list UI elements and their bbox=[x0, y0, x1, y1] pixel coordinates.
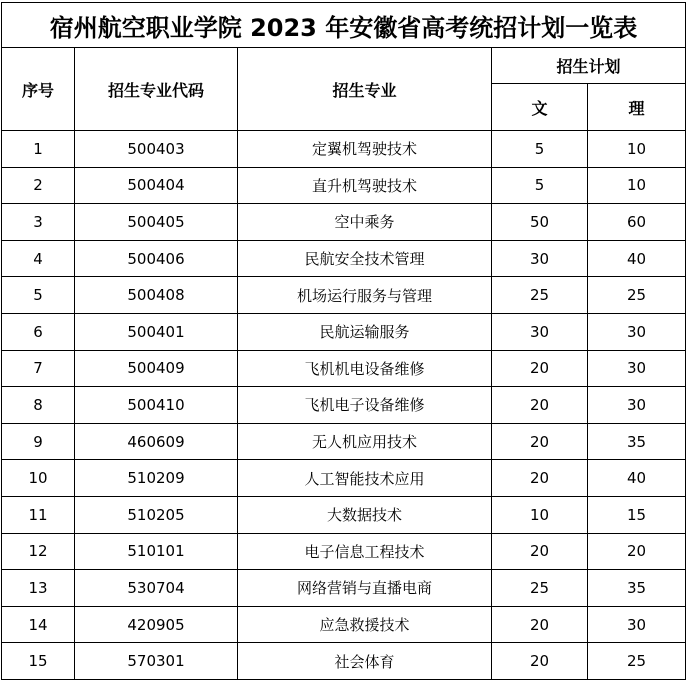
cell-code: 510205 bbox=[75, 496, 238, 533]
cell-index: 6 bbox=[2, 313, 75, 350]
cell-code: 510209 bbox=[75, 460, 238, 497]
cell-wen: 50 bbox=[492, 204, 588, 241]
cell-wen: 20 bbox=[492, 387, 588, 424]
cell-major: 飞机电子设备维修 bbox=[238, 387, 492, 424]
table-row bbox=[2, 643, 686, 680]
cell-li: 25 bbox=[588, 643, 686, 680]
cell-major: 空中乘务 bbox=[238, 204, 492, 241]
table-row bbox=[2, 570, 686, 607]
cell-code: 500406 bbox=[75, 240, 238, 277]
enrollment-plan-table bbox=[1, 2, 686, 680]
cell-li: 30 bbox=[588, 350, 686, 387]
cell-code: 500404 bbox=[75, 167, 238, 204]
cell-li: 60 bbox=[588, 204, 686, 241]
cell-code: 500409 bbox=[75, 350, 238, 387]
cell-li: 25 bbox=[588, 277, 686, 314]
header-index: 序号 bbox=[2, 48, 75, 131]
table-row bbox=[2, 460, 686, 497]
cell-code: 500410 bbox=[75, 387, 238, 424]
cell-wen: 20 bbox=[492, 423, 588, 460]
cell-li: 40 bbox=[588, 240, 686, 277]
table-row bbox=[2, 496, 686, 533]
cell-major: 无人机应用技术 bbox=[238, 423, 492, 460]
table-row bbox=[2, 131, 686, 168]
cell-wen: 30 bbox=[492, 240, 588, 277]
table-row bbox=[2, 350, 686, 387]
header-plan: 招生计划 bbox=[492, 48, 686, 84]
cell-index: 10 bbox=[2, 460, 75, 497]
cell-wen: 5 bbox=[492, 167, 588, 204]
cell-wen: 10 bbox=[492, 496, 588, 533]
cell-code: 420905 bbox=[75, 606, 238, 643]
cell-major: 民航运输服务 bbox=[238, 313, 492, 350]
table-row bbox=[2, 240, 686, 277]
cell-major: 电子信息工程技术 bbox=[238, 533, 492, 570]
header-li: 理 bbox=[588, 84, 686, 131]
cell-wen: 5 bbox=[492, 131, 588, 168]
cell-index: 4 bbox=[2, 240, 75, 277]
cell-li: 30 bbox=[588, 313, 686, 350]
cell-code: 500408 bbox=[75, 277, 238, 314]
cell-index: 8 bbox=[2, 387, 75, 424]
table-row bbox=[2, 606, 686, 643]
cell-wen: 30 bbox=[492, 313, 588, 350]
header-code: 招生专业代码 bbox=[75, 48, 238, 131]
cell-index: 11 bbox=[2, 496, 75, 533]
cell-index: 14 bbox=[2, 606, 75, 643]
cell-wen: 20 bbox=[492, 350, 588, 387]
cell-code: 530704 bbox=[75, 570, 238, 607]
cell-wen: 20 bbox=[492, 533, 588, 570]
cell-wen: 20 bbox=[492, 460, 588, 497]
cell-major: 飞机机电设备维修 bbox=[238, 350, 492, 387]
cell-code: 500403 bbox=[75, 131, 238, 168]
table-row bbox=[2, 313, 686, 350]
table-row bbox=[2, 167, 686, 204]
table-row bbox=[2, 277, 686, 314]
cell-li: 30 bbox=[588, 387, 686, 424]
cell-major: 直升机驾驶技术 bbox=[238, 167, 492, 204]
cell-major: 大数据技术 bbox=[238, 496, 492, 533]
cell-li: 10 bbox=[588, 167, 686, 204]
cell-major: 机场运行服务与管理 bbox=[238, 277, 492, 314]
cell-wen: 20 bbox=[492, 606, 588, 643]
table-title: 宿州航空职业学院 2023 年安徽省高考统招计划一览表 bbox=[2, 3, 686, 48]
header-wen: 文 bbox=[492, 84, 588, 131]
cell-code: 460609 bbox=[75, 423, 238, 460]
table-row bbox=[2, 204, 686, 241]
cell-li: 40 bbox=[588, 460, 686, 497]
table-row bbox=[2, 423, 686, 460]
cell-li: 30 bbox=[588, 606, 686, 643]
cell-index: 12 bbox=[2, 533, 75, 570]
cell-major: 民航安全技术管理 bbox=[238, 240, 492, 277]
cell-li: 15 bbox=[588, 496, 686, 533]
cell-index: 3 bbox=[2, 204, 75, 241]
cell-code: 510101 bbox=[75, 533, 238, 570]
cell-code: 500401 bbox=[75, 313, 238, 350]
cell-wen: 20 bbox=[492, 643, 588, 680]
cell-code: 570301 bbox=[75, 643, 238, 680]
table-row bbox=[2, 533, 686, 570]
header-major: 招生专业 bbox=[238, 48, 492, 131]
cell-index: 1 bbox=[2, 131, 75, 168]
cell-index: 15 bbox=[2, 643, 75, 680]
cell-index: 5 bbox=[2, 277, 75, 314]
table-row bbox=[2, 387, 686, 424]
cell-major: 应急救援技术 bbox=[238, 606, 492, 643]
cell-wen: 25 bbox=[492, 277, 588, 314]
cell-major: 社会体育 bbox=[238, 643, 492, 680]
cell-index: 2 bbox=[2, 167, 75, 204]
cell-li: 10 bbox=[588, 131, 686, 168]
cell-code: 500405 bbox=[75, 204, 238, 241]
cell-major: 定翼机驾驶技术 bbox=[238, 131, 492, 168]
cell-index: 9 bbox=[2, 423, 75, 460]
cell-li: 35 bbox=[588, 423, 686, 460]
cell-wen: 25 bbox=[492, 570, 588, 607]
cell-li: 35 bbox=[588, 570, 686, 607]
cell-index: 13 bbox=[2, 570, 75, 607]
cell-index: 7 bbox=[2, 350, 75, 387]
cell-li: 20 bbox=[588, 533, 686, 570]
cell-major: 网络营销与直播电商 bbox=[238, 570, 492, 607]
cell-major: 人工智能技术应用 bbox=[238, 460, 492, 497]
